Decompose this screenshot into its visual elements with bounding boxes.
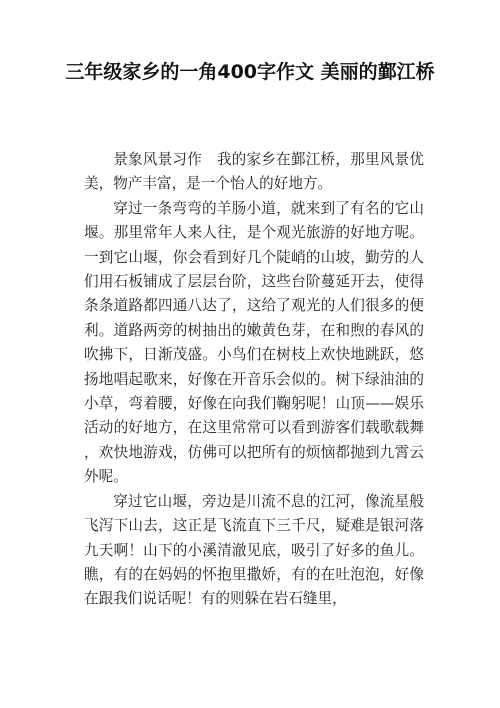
document-body: [84, 148, 424, 612]
document-title: 三年级家乡的一角400字作文 美丽的鄞江桥: [65, 61, 435, 83]
paragraph-2: 穿过一条弯弯的羊肠小道，就来到了有名的它山堰。那里常年人来人往，是个观光旅游的好地方呢。一到它山堰，你会看到好几个陡峭的山坡，勤劳的人们用石板铺成了层层台阶，这些台阶蔓延开去，使得条条道路都四通八达了，这给了观光的人们很多的便利。道路两旁的树抽出的嫩黄色芽，在和煦的春风的吹拂下，日渐茂盛。小鸟们在树枝上欢快地跳跃，悠扬地唱起歌来，好像在开音乐会似的。树下绿油油的小草，弯着腰，好像在向我们鞠躬呢！山顶——娱乐活动的好地方，在这里常常可以看到游客们载歌载舞，欢快地游戏，仿佛可以把所有的烦恼都抛到九霄云外呢。: [84, 199, 424, 486]
paragraph-1: 景象风景习作 我的家乡在鄞江桥，那里风景优美，物产丰富，是一个怡人的好地方。: [84, 151, 424, 193]
paragraph-3: 穿过它山堰，旁边是川流不息的江河，像流星般飞泻下山去，这正是飞流直下三千尺，疑难是银河落九天啊！山下的小溪清澈见底，吸引了好多的鱼儿。瞧，有的在妈妈的怀抱里撒娇，有的在吐泡泡，好像在跟我们说话呢！有的则躲在岩石缝里，: [84, 492, 424, 608]
